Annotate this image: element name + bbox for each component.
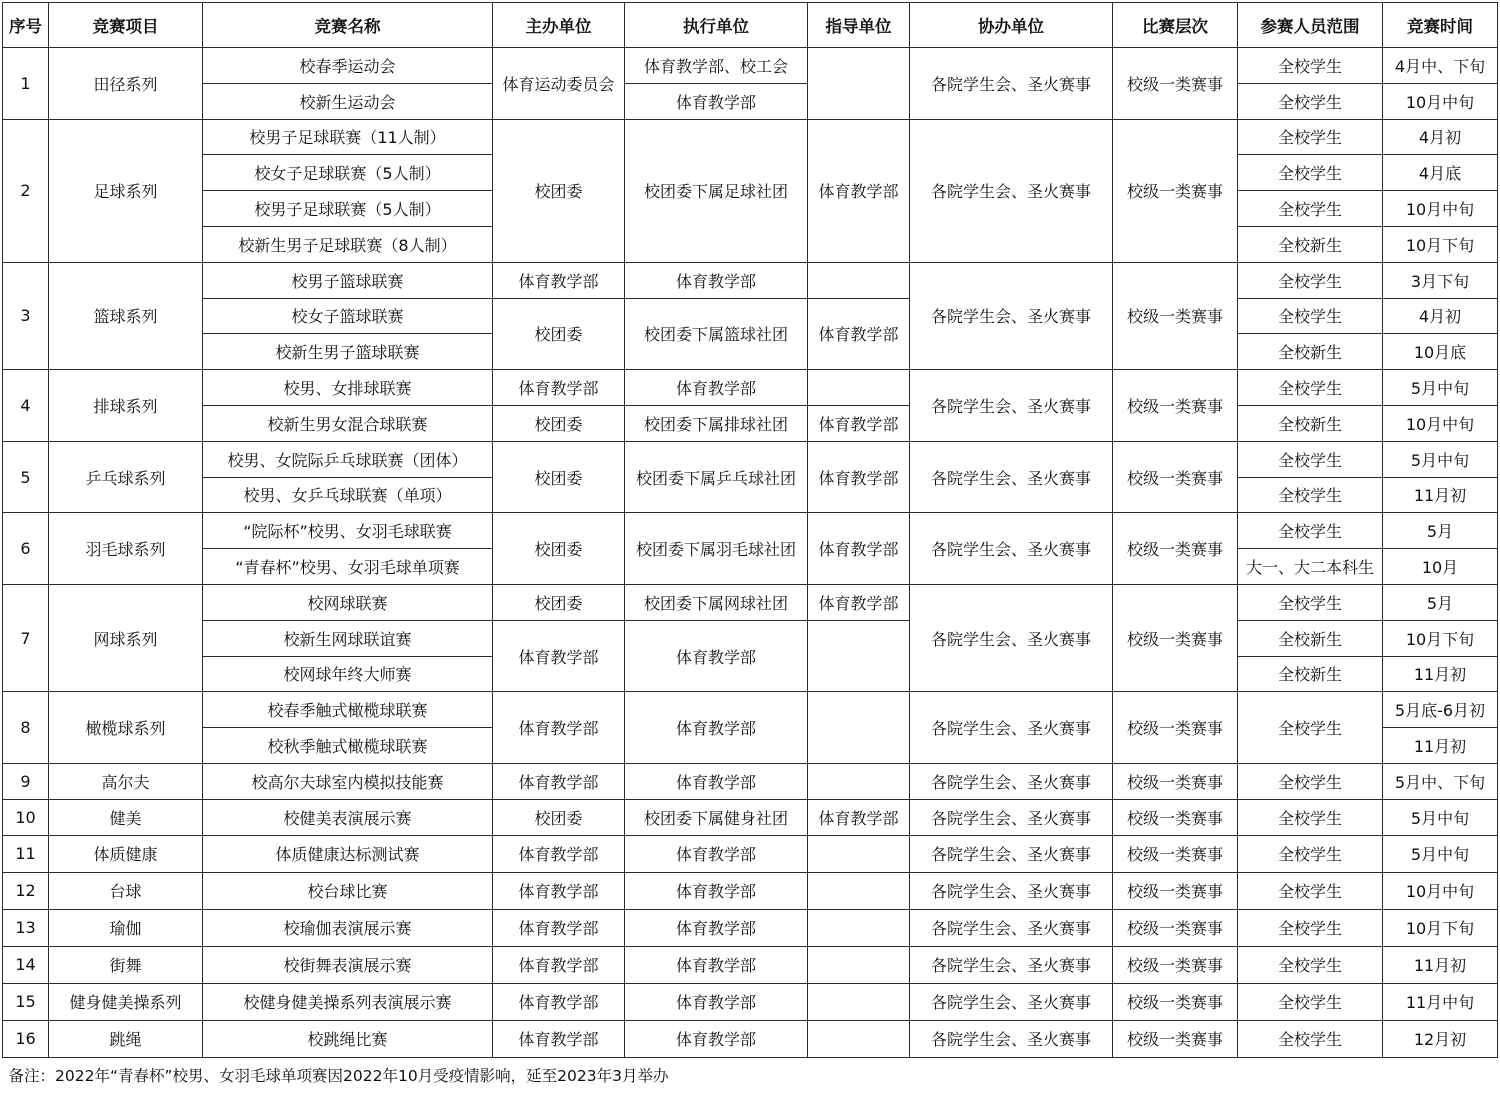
cell-exec[interactable]: 体育教学部: [625, 370, 808, 406]
cell-no[interactable]: 14: [3, 946, 49, 983]
cell-time[interactable]: 4月初: [1383, 298, 1498, 334]
cell-name[interactable]: 校男、女院际乒乓球联赛（团体）: [203, 441, 493, 477]
cell-scope[interactable]: 全校新生: [1238, 334, 1383, 370]
cell-guide[interactable]: [808, 692, 910, 764]
table-row: [3, 298, 1498, 334]
cell-scope[interactable]: 全校学生: [1238, 262, 1383, 298]
header-cell[interactable]: 执行单位: [625, 3, 808, 48]
cell-time[interactable]: 5月: [1383, 513, 1498, 549]
cell-name[interactable]: 校春季运动会: [203, 48, 493, 84]
cell-project[interactable]: 橄榄球系列: [49, 692, 203, 764]
cell-no[interactable]: 11: [3, 835, 49, 872]
cell-no[interactable]: 1: [3, 48, 49, 120]
cell-exec[interactable]: 体育教学部: [625, 835, 808, 872]
cell-time[interactable]: 10月下旬: [1383, 226, 1498, 262]
cell-time[interactable]: 5月中旬: [1383, 370, 1498, 406]
cell-project[interactable]: 网球系列: [49, 584, 203, 691]
cell-host[interactable]: 体育教学部: [493, 620, 625, 692]
cell-time[interactable]: 11月初: [1383, 946, 1498, 983]
cell-guide[interactable]: 体育教学部: [808, 584, 910, 620]
cell-level[interactable]: 校级一类赛事: [1113, 584, 1238, 691]
cell-host[interactable]: 校团委: [493, 513, 625, 585]
cell-time[interactable]: 11月初: [1383, 477, 1498, 513]
cell-scope[interactable]: 全校学生: [1238, 513, 1383, 549]
cell-scope[interactable]: 全校学生: [1238, 48, 1383, 84]
cell-time[interactable]: 5月中、下旬: [1383, 763, 1498, 799]
cell-time[interactable]: 10月中旬: [1383, 872, 1498, 909]
cell-name[interactable]: 校秋季触式橄榄球联赛: [203, 728, 493, 764]
cell-time[interactable]: 10月: [1383, 549, 1498, 585]
cell-scope[interactable]: 全校学生: [1238, 155, 1383, 191]
header-cell[interactable]: 竞赛项目: [49, 3, 203, 48]
cell-assist[interactable]: 各院学生会、圣火赛事: [910, 799, 1113, 835]
cell-scope[interactable]: 全校学生: [1238, 191, 1383, 227]
cell-time[interactable]: 10月中旬: [1383, 83, 1498, 119]
cell-scope[interactable]: 全校学生: [1238, 946, 1383, 983]
cell-name[interactable]: 校新生男子足球联赛（8人制）: [203, 226, 493, 262]
header-cell[interactable]: 竞赛时间: [1383, 3, 1498, 48]
competition-table: [2, 2, 1498, 1093]
cell-scope[interactable]: 全校学生: [1238, 83, 1383, 119]
cell-name[interactable]: 校新生男女混合球联赛: [203, 405, 493, 441]
note-row: [3, 1057, 1498, 1093]
cell-exec[interactable]: 体育教学部: [625, 872, 808, 909]
cell-scope[interactable]: 全校新生: [1238, 226, 1383, 262]
cell-name[interactable]: 校男、女乒乓球联赛（单项）: [203, 477, 493, 513]
cell-host[interactable]: 校团委: [493, 405, 625, 441]
cell-scope[interactable]: 全校学生: [1238, 119, 1383, 155]
cell-scope[interactable]: 全校学生: [1238, 763, 1383, 799]
cell-guide[interactable]: 体育教学部: [808, 441, 910, 513]
cell-exec[interactable]: 体育教学部: [625, 620, 808, 692]
empty-cell[interactable]: [1238, 1057, 1383, 1093]
cell-host[interactable]: 体育教学部: [493, 909, 625, 946]
cell-host[interactable]: 体育教学部: [493, 835, 625, 872]
header-cell[interactable]: 指导单位: [808, 3, 910, 48]
cell-name[interactable]: 校男子足球联赛（11人制）: [203, 119, 493, 155]
cell-project[interactable]: 瑜伽: [49, 909, 203, 946]
cell-project[interactable]: 健美: [49, 799, 203, 835]
cell-host[interactable]: 体育运动委员会: [493, 48, 625, 120]
cell-no[interactable]: 6: [3, 513, 49, 585]
cell-name[interactable]: 校新生网球联谊赛: [203, 620, 493, 656]
cell-project[interactable]: 跳绳: [49, 1020, 203, 1057]
cell-project[interactable]: 羽毛球系列: [49, 513, 203, 585]
cell-time[interactable]: 10月下旬: [1383, 620, 1498, 656]
cell-assist[interactable]: 各院学生会、圣火赛事: [910, 119, 1113, 262]
cell-name[interactable]: 校跳绳比赛: [203, 1020, 493, 1057]
cell-host[interactable]: 体育教学部: [493, 763, 625, 799]
cell-level[interactable]: 校级一类赛事: [1113, 799, 1238, 835]
table-row: [3, 584, 1498, 620]
cell-scope[interactable]: 全校学生: [1238, 909, 1383, 946]
cell-guide[interactable]: [808, 620, 910, 692]
cell-time[interactable]: 5月底-6月初: [1383, 692, 1498, 728]
cell-assist[interactable]: 各院学生会、圣火赛事: [910, 513, 1113, 585]
table-row: [3, 1020, 1498, 1057]
cell-time[interactable]: 11月初: [1383, 656, 1498, 692]
cell-exec[interactable]: 校团委下属网球社团: [625, 584, 808, 620]
cell-no[interactable]: 8: [3, 692, 49, 764]
cell-assist[interactable]: 各院学生会、圣火赛事: [910, 692, 1113, 764]
cell-exec[interactable]: 校团委下属羽毛球社团: [625, 513, 808, 585]
cell-name[interactable]: 校网球年终大师赛: [203, 656, 493, 692]
cell-host[interactable]: 校团委: [493, 441, 625, 513]
cell-project[interactable]: 街舞: [49, 946, 203, 983]
cell-guide[interactable]: [808, 946, 910, 983]
cell-level[interactable]: 校级一类赛事: [1113, 513, 1238, 585]
table-row: [3, 946, 1498, 983]
cell-scope[interactable]: 全校学生: [1238, 477, 1383, 513]
cell-host[interactable]: 校团委: [493, 799, 625, 835]
cell-exec[interactable]: 体育教学部: [625, 763, 808, 799]
cell-no[interactable]: 2: [3, 119, 49, 262]
cell-level[interactable]: 校级一类赛事: [1113, 370, 1238, 442]
cell-time[interactable]: 3月下旬: [1383, 262, 1498, 298]
empty-cell[interactable]: [910, 1057, 1113, 1093]
cell-level[interactable]: 校级一类赛事: [1113, 763, 1238, 799]
cell-name[interactable]: 校高尔夫球室内模拟技能赛: [203, 763, 493, 799]
cell-guide[interactable]: [808, 983, 910, 1020]
cell-host[interactable]: 体育教学部: [493, 370, 625, 406]
cell-exec[interactable]: 体育教学部: [625, 909, 808, 946]
cell-scope[interactable]: 全校学生: [1238, 441, 1383, 477]
header-cell[interactable]: 协办单位: [910, 3, 1113, 48]
cell-assist[interactable]: 各院学生会、圣火赛事: [910, 1020, 1113, 1057]
table-row: [3, 83, 1498, 119]
cell-time[interactable]: 10月底: [1383, 334, 1498, 370]
cell-host[interactable]: 校团委: [493, 584, 625, 620]
cell-time[interactable]: 10月中旬: [1383, 405, 1498, 441]
cell-host[interactable]: 体育教学部: [493, 1020, 625, 1057]
cell-assist[interactable]: 各院学生会、圣火赛事: [910, 584, 1113, 691]
cell-guide[interactable]: [808, 1020, 910, 1057]
header-cell[interactable]: 竞赛名称: [203, 3, 493, 48]
cell-guide[interactable]: 体育教学部: [808, 119, 910, 262]
cell-time[interactable]: 10月中旬: [1383, 191, 1498, 227]
table-row: [3, 763, 1498, 799]
cell-exec[interactable]: 校团委下属足球社团: [625, 119, 808, 262]
cell-scope[interactable]: 全校学生: [1238, 835, 1383, 872]
cell-assist[interactable]: 各院学生会、圣火赛事: [910, 946, 1113, 983]
cell-project[interactable]: 体质健康: [49, 835, 203, 872]
cell-project[interactable]: 健身健美操系列: [49, 983, 203, 1020]
cell-assist[interactable]: 各院学生会、圣火赛事: [910, 370, 1113, 442]
cell-time[interactable]: 11月初: [1383, 728, 1498, 764]
cell-no[interactable]: 12: [3, 872, 49, 909]
cell-exec[interactable]: 体育教学部: [625, 692, 808, 764]
cell-time[interactable]: 5月中旬: [1383, 799, 1498, 835]
cell-exec[interactable]: 体育教学部: [625, 983, 808, 1020]
cell-time[interactable]: 5月中旬: [1383, 441, 1498, 477]
cell-scope[interactable]: 全校学生: [1238, 983, 1383, 1020]
cell-exec[interactable]: 校团委下属乒乓球社团: [625, 441, 808, 513]
cell-exec[interactable]: 体育教学部: [625, 262, 808, 298]
cell-guide[interactable]: [808, 872, 910, 909]
cell-host[interactable]: 体育教学部: [493, 983, 625, 1020]
footnote[interactable]: 备注：2022年“青春杯”校男、女羽毛球单项赛因2022年10月受疫情影响，延至2023年3月举办: [3, 1057, 910, 1093]
cell-assist[interactable]: 各院学生会、圣火赛事: [910, 909, 1113, 946]
cell-name[interactable]: 校春季触式橄榄球联赛: [203, 692, 493, 728]
cell-name[interactable]: 校男子足球联赛（5人制）: [203, 191, 493, 227]
table-row: [3, 799, 1498, 835]
cell-name[interactable]: 校新生运动会: [203, 83, 493, 119]
cell-time[interactable]: 11月中旬: [1383, 983, 1498, 1020]
table-row: [3, 370, 1498, 406]
cell-time[interactable]: 4月初: [1383, 119, 1498, 155]
cell-scope[interactable]: 全校新生: [1238, 405, 1383, 441]
header-cell[interactable]: 参赛人员范围: [1238, 3, 1383, 48]
cell-name[interactable]: 校女子篮球联赛: [203, 298, 493, 334]
cell-assist[interactable]: 各院学生会、圣火赛事: [910, 835, 1113, 872]
cell-exec[interactable]: 体育教学部: [625, 83, 808, 119]
cell-no[interactable]: 4: [3, 370, 49, 442]
cell-guide[interactable]: 体育教学部: [808, 298, 910, 370]
header-cell[interactable]: 序号: [3, 3, 49, 48]
cell-no[interactable]: 13: [3, 909, 49, 946]
cell-name[interactable]: 校台球比赛: [203, 872, 493, 909]
cell-host[interactable]: 体育教学部: [493, 692, 625, 764]
cell-project[interactable]: 排球系列: [49, 370, 203, 442]
cell-assist[interactable]: 各院学生会、圣火赛事: [910, 441, 1113, 513]
cell-scope[interactable]: 全校新生: [1238, 656, 1383, 692]
cell-scope[interactable]: 全校学生: [1238, 799, 1383, 835]
cell-name[interactable]: 校男、女排球联赛: [203, 370, 493, 406]
cell-name[interactable]: 校健美表演展示赛: [203, 799, 493, 835]
cell-assist[interactable]: 各院学生会、圣火赛事: [910, 48, 1113, 120]
cell-host[interactable]: 体育教学部: [493, 262, 625, 298]
cell-guide[interactable]: 体育教学部: [808, 405, 910, 441]
cell-scope[interactable]: 全校学生: [1238, 298, 1383, 334]
cell-scope[interactable]: 全校学生: [1238, 584, 1383, 620]
cell-host[interactable]: 体育教学部: [493, 872, 625, 909]
cell-level[interactable]: 校级一类赛事: [1113, 872, 1238, 909]
cell-guide[interactable]: [808, 262, 910, 298]
cell-host[interactable]: 体育教学部: [493, 946, 625, 983]
header-cell[interactable]: 主办单位: [493, 3, 625, 48]
cell-name[interactable]: “院际杯”校男、女羽毛球联赛: [203, 513, 493, 549]
cell-host[interactable]: 校团委: [493, 298, 625, 370]
header-cell[interactable]: 比赛层次: [1113, 3, 1238, 48]
cell-assist[interactable]: 各院学生会、圣火赛事: [910, 983, 1113, 1020]
cell-exec[interactable]: 校团委下属篮球社团: [625, 298, 808, 370]
cell-no[interactable]: 15: [3, 983, 49, 1020]
cell-guide[interactable]: [808, 835, 910, 872]
cell-exec[interactable]: 体育教学部: [625, 1020, 808, 1057]
table-row: [3, 872, 1498, 909]
cell-name[interactable]: 校女子足球联赛（5人制）: [203, 155, 493, 191]
table-row: [3, 262, 1498, 298]
cell-scope[interactable]: 全校学生: [1238, 370, 1383, 406]
cell-project[interactable]: 篮球系列: [49, 262, 203, 369]
cell-assist[interactable]: 各院学生会、圣火赛事: [910, 763, 1113, 799]
table-row: [3, 48, 1498, 84]
cell-scope[interactable]: 全校新生: [1238, 620, 1383, 656]
cell-name[interactable]: 校街舞表演展示赛: [203, 946, 493, 983]
cell-no[interactable]: 5: [3, 441, 49, 513]
cell-scope[interactable]: 全校学生: [1238, 872, 1383, 909]
table-row: [3, 620, 1498, 656]
cell-exec[interactable]: 体育教学部、校工会: [625, 48, 808, 84]
cell-guide[interactable]: [808, 48, 910, 120]
cell-level[interactable]: 校级一类赛事: [1113, 835, 1238, 872]
cell-no[interactable]: 9: [3, 763, 49, 799]
cell-exec[interactable]: 校团委下属排球社团: [625, 405, 808, 441]
table-row: [3, 835, 1498, 872]
cell-scope[interactable]: 全校学生: [1238, 692, 1383, 764]
empty-cell[interactable]: [1113, 1057, 1238, 1093]
cell-exec[interactable]: 体育教学部: [625, 946, 808, 983]
cell-level[interactable]: 校级一类赛事: [1113, 262, 1238, 369]
cell-time[interactable]: 5月中旬: [1383, 835, 1498, 872]
table-row: [3, 909, 1498, 946]
table-row: [3, 692, 1498, 728]
cell-no[interactable]: 7: [3, 584, 49, 691]
cell-project[interactable]: 田径系列: [49, 48, 203, 120]
cell-guide[interactable]: 体育教学部: [808, 513, 910, 585]
cell-exec[interactable]: 校团委下属健身社团: [625, 799, 808, 835]
cell-no[interactable]: 10: [3, 799, 49, 835]
cell-time[interactable]: 4月中、下旬: [1383, 48, 1498, 84]
cell-project[interactable]: 高尔夫: [49, 763, 203, 799]
cell-name[interactable]: 校健身健美操系列表演展示赛: [203, 983, 493, 1020]
cell-guide[interactable]: [808, 909, 910, 946]
cell-time[interactable]: 5月: [1383, 584, 1498, 620]
cell-no[interactable]: 3: [3, 262, 49, 369]
table-row: [3, 441, 1498, 477]
cell-name[interactable]: 校男子篮球联赛: [203, 262, 493, 298]
cell-assist[interactable]: 各院学生会、圣火赛事: [910, 262, 1113, 369]
cell-level[interactable]: 校级一类赛事: [1113, 909, 1238, 946]
cell-level[interactable]: 校级一类赛事: [1113, 441, 1238, 513]
cell-name[interactable]: 校瑜伽表演展示赛: [203, 909, 493, 946]
cell-level[interactable]: 校级一类赛事: [1113, 119, 1238, 262]
cell-scope[interactable]: 大一、大二本科生: [1238, 549, 1383, 585]
cell-level[interactable]: 校级一类赛事: [1113, 48, 1238, 120]
cell-guide[interactable]: [808, 370, 910, 406]
header-row: [3, 3, 1498, 48]
cell-name[interactable]: 校网球联赛: [203, 584, 493, 620]
cell-scope[interactable]: 全校学生: [1238, 1020, 1383, 1057]
cell-time[interactable]: 4月底: [1383, 155, 1498, 191]
table-row: [3, 405, 1498, 441]
table-row: [3, 119, 1498, 155]
cell-assist[interactable]: 各院学生会、圣火赛事: [910, 872, 1113, 909]
empty-cell[interactable]: [1383, 1057, 1498, 1093]
cell-project[interactable]: 乒乓球系列: [49, 441, 203, 513]
cell-time[interactable]: 12月初: [1383, 1020, 1498, 1057]
cell-name[interactable]: 体质健康达标测试赛: [203, 835, 493, 872]
cell-guide[interactable]: [808, 763, 910, 799]
cell-level[interactable]: 校级一类赛事: [1113, 983, 1238, 1020]
table-row: [3, 983, 1498, 1020]
cell-project[interactable]: 台球: [49, 872, 203, 909]
cell-time[interactable]: 10月下旬: [1383, 909, 1498, 946]
cell-host[interactable]: 校团委: [493, 119, 625, 262]
cell-guide[interactable]: 体育教学部: [808, 799, 910, 835]
cell-level[interactable]: 校级一类赛事: [1113, 946, 1238, 983]
cell-name[interactable]: 校新生男子篮球联赛: [203, 334, 493, 370]
cell-name[interactable]: “青春杯”校男、女羽毛球单项赛: [203, 549, 493, 585]
cell-no[interactable]: 16: [3, 1020, 49, 1057]
cell-level[interactable]: 校级一类赛事: [1113, 692, 1238, 764]
cell-level[interactable]: 校级一类赛事: [1113, 1020, 1238, 1057]
cell-project[interactable]: 足球系列: [49, 119, 203, 262]
table-row: [3, 513, 1498, 549]
